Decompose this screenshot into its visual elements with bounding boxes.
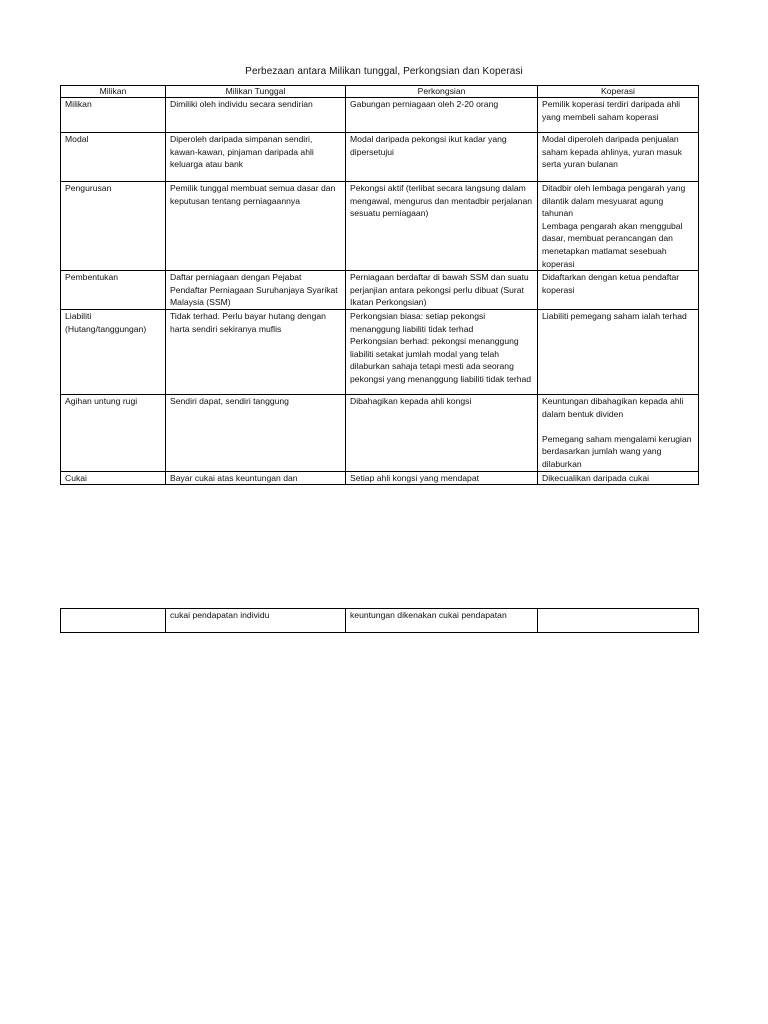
table-cell: Agihan untung rugi xyxy=(61,394,166,471)
table-cell: Bayar cukai atas keuntungan dan xyxy=(166,471,346,485)
table-cell: Gabungan perniagaan oleh 2-20 orang xyxy=(346,98,538,133)
table-row-milikan xyxy=(61,98,699,133)
document-title: Perbezaan antara Milikan tunggal, Perkongsian dan Koperasi xyxy=(245,66,523,77)
header-cell-milikan-tunggal: Milikan Tunggal xyxy=(166,86,346,98)
table-cell: Pembentukan xyxy=(61,271,166,310)
table-cell: Pemilik tunggal membuat semua dasar dan keputusan tentang perniagaannya xyxy=(166,182,346,271)
header-cell-koperasi: Koperasi xyxy=(538,86,699,98)
table-row-pembentukan xyxy=(61,271,699,310)
table-cell: Modal xyxy=(61,133,166,182)
table-cell: Didaftarkan dengan ketua pendaftar koperasi xyxy=(538,271,699,310)
table-cell: Daftar perniagaan dengan Pejabat Pendaftar Perniagaan Suruhanjaya Syarikat Malaysia (SSM) xyxy=(166,271,346,310)
table-cell: Liabiliti (Hutang/tanggungan) xyxy=(61,309,166,394)
table-cell: Liabiliti pemegang saham ialah terhad xyxy=(538,309,699,394)
table-header-row xyxy=(61,86,699,98)
table-cell: Cukai xyxy=(61,471,166,485)
table-cell: Pengurusan xyxy=(61,182,166,271)
table-cell: keuntungan dikenakan cukai pendapatan xyxy=(346,609,538,633)
table-cell: Dimiliki oleh individu secara sendirian xyxy=(166,98,346,133)
table-row-cukai xyxy=(61,471,699,485)
table-row-pengurusan xyxy=(61,182,699,271)
header-cell-milikan: Milikan xyxy=(61,86,166,98)
table-cell: cukai pendapatan individu xyxy=(166,609,346,633)
table-cell: Milikan xyxy=(61,98,166,133)
table-row-liabiliti xyxy=(61,309,699,394)
table-row-modal xyxy=(61,133,699,182)
table-cell: Setiap ahli kongsi yang mendapat xyxy=(346,471,538,485)
table-row-cukai-continued xyxy=(61,609,699,633)
header-cell-perkongsian: Perkongsian xyxy=(346,86,538,98)
table-cell: Pekongsi aktif (terlibat secara langsung dalam mengawal, mengurus dan mentadbir perjalanan sesuatu perniagaan) xyxy=(346,182,538,271)
table-cell: Dikecualikan daripada cukai xyxy=(538,471,699,485)
table-cell: Perkongsian biasa: setiap pekongsi menanggung liabiliti tidak terhad Perkongsian berhad: pekongsi menanggung liabiliti setakat jumlah modal yang telah dilaburkan sahaja tetapi mesti ada seorang pekongsi yang menanggung liabiliti tidak terhad xyxy=(346,309,538,394)
table-cell: Dibahagikan kepada ahli kongsi xyxy=(346,394,538,471)
comparison-table xyxy=(60,85,699,485)
table-cell: Tidak terhad. Perlu bayar hutang dengan harta sendiri sekiranya muflis xyxy=(166,309,346,394)
table-cell: Sendiri dapat, sendiri tanggung xyxy=(166,394,346,471)
table-cell xyxy=(61,609,166,633)
table-cell: Ditadbir oleh lembaga pengarah yang dilantik dalam mesyuarat agung tahunan Lembaga pengarah akan menggubal dasar, membuat perancangan dan menetapkan matlamat sesebuah koperasi xyxy=(538,182,699,271)
table-row-agihan-untung-rugi xyxy=(61,394,699,471)
comparison-table-continuation xyxy=(60,608,699,633)
table-cell: Perniagaan berdaftar di bawah SSM dan suatu perjanjian antara pekongsi perlu dibuat (Surat Ikatan Perkongsian) xyxy=(346,271,538,310)
table-cell: Diperoleh daripada simpanan sendiri, kawan-kawan, pinjaman daripada ahli keluarga atau bank xyxy=(166,133,346,182)
table-cell xyxy=(538,609,699,633)
table-cell: Modal diperoleh daripada penjualan saham kepada ahlinya, yuran masuk serta yuran bulanan xyxy=(538,133,699,182)
table-cell: Pemilik koperasi terdiri daripada ahli yang membeli saham koperasi xyxy=(538,98,699,133)
table-cell: Keuntungan dibahagikan kepada ahli dalam bentuk dividen Pemegang saham mengalami kerugian berdasarkan jumlah wang yang dilaburkan xyxy=(538,394,699,471)
table-cell: Modal daripada pekongsi ikut kadar yang dipersetujui xyxy=(346,133,538,182)
